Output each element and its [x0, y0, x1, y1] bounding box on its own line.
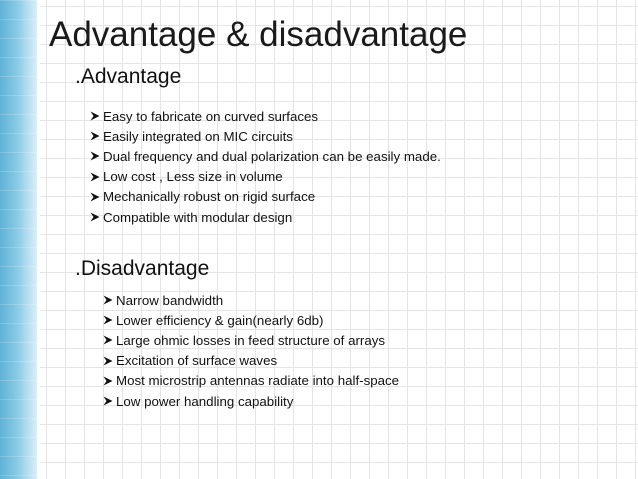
disadvantage-item-text: Excitation of surface waves — [116, 353, 278, 369]
slide-title: Advantage & disadvantage — [49, 15, 468, 54]
check-arrow-icon — [103, 294, 114, 306]
disadvantage-item — [103, 371, 399, 391]
check-arrow-icon — [103, 395, 114, 407]
advantage-item-text: Easily integrated on MIC circuits — [103, 128, 293, 144]
check-arrow-icon — [90, 191, 101, 203]
disadvantage-item-text: Large ohmic losses in feed structure of arrays — [116, 332, 386, 348]
advantage-item — [90, 146, 441, 166]
check-arrow-icon — [103, 355, 114, 367]
advantage-item — [90, 167, 441, 187]
check-arrow-icon — [90, 130, 101, 142]
advantage-heading: .Advantage — [75, 65, 182, 88]
check-arrow-icon — [90, 171, 101, 183]
advantage-item-text: Easy to fabricate on curved surfaces — [103, 108, 319, 124]
disadvantage-item-text: Lower efficiency & gain(nearly 6db) — [116, 312, 324, 328]
disadvantage-heading: .Disadvantage — [75, 257, 210, 280]
disadvantage-item-text: Low power handling capability — [116, 393, 294, 409]
advantage-item-text: Dual frequency and dual polarization can be easily made. — [103, 148, 441, 164]
advantage-item — [90, 126, 441, 146]
advantage-item — [90, 106, 441, 126]
disadvantage-item — [103, 290, 399, 310]
check-arrow-icon — [103, 314, 114, 326]
advantage-item-text: Compatible with modular design — [103, 209, 293, 225]
check-arrow-icon — [103, 375, 114, 387]
disadvantage-item-text: Most microstrip antennas radiate into half-space — [116, 373, 400, 389]
advantage-list — [90, 106, 441, 227]
check-arrow-icon — [90, 150, 101, 162]
decorative-side-bar — [0, 0, 40, 479]
advantage-item-text: Low cost , Less size in volume — [103, 169, 283, 185]
check-arrow-icon — [90, 211, 101, 223]
advantage-item — [90, 187, 441, 207]
disadvantage-item — [103, 330, 399, 350]
advantage-item-text: Mechanically robust on rigid surface — [103, 189, 316, 205]
disadvantage-item — [103, 391, 399, 411]
disadvantage-list — [103, 290, 399, 411]
disadvantage-item-text: Narrow bandwidth — [116, 292, 224, 308]
disadvantage-item — [103, 310, 399, 330]
check-arrow-icon — [90, 110, 101, 122]
check-arrow-icon — [103, 334, 114, 346]
advantage-item — [90, 207, 441, 227]
disadvantage-item — [103, 351, 399, 371]
